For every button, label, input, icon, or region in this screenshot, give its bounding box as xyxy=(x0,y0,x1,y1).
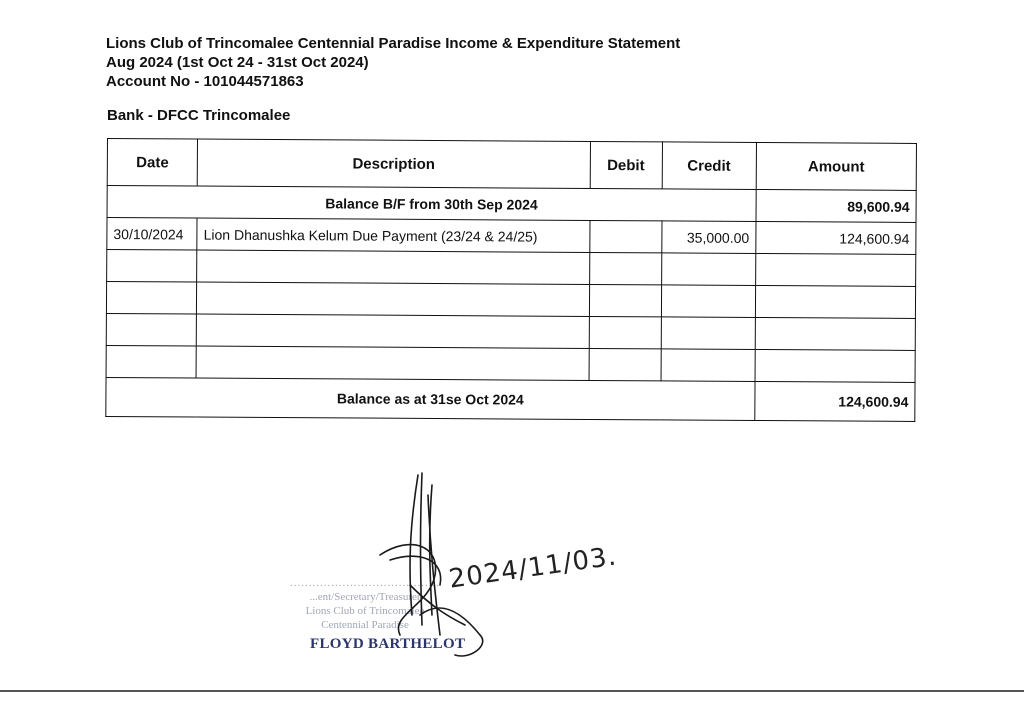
table-header-row xyxy=(107,139,916,191)
row-amount: 124,600.94 xyxy=(756,221,916,254)
header-debit: Debit xyxy=(590,141,662,188)
stamp-club-name: Centennial Paradise xyxy=(321,619,409,631)
statement-period: Aug 2024 (1st Oct 24 - 31st Oct 2024) xyxy=(106,54,369,71)
empty-row xyxy=(106,282,915,319)
empty-row xyxy=(107,250,916,287)
signer-name: FLOYD BARTHELOT xyxy=(310,636,466,652)
header-credit: Credit xyxy=(662,142,757,190)
opening-balance-label: Balance B/F from 30th Sep 2024 xyxy=(107,186,756,222)
signature-date: 2024/11/03. xyxy=(447,541,619,595)
stamp-role: ...ent/Secretary/Treasurer xyxy=(309,591,421,603)
row-date: 30/10/2024 xyxy=(107,218,197,251)
header-description: Description xyxy=(197,139,590,188)
empty-row xyxy=(106,313,915,350)
stamp-club: Lions Club of Trincomalee xyxy=(305,605,425,617)
header-amount: Amount xyxy=(756,142,916,190)
closing-balance-amount: 124,600.94 xyxy=(755,381,915,421)
row-description: Lion Dhanushka Kelum Due Payment (23/24 & 24/25) xyxy=(197,218,590,252)
page-edge-line xyxy=(0,690,1024,692)
row-credit: 35,000.00 xyxy=(661,221,755,254)
stamp-dotted-line: ........................................ xyxy=(290,577,440,589)
statement-header xyxy=(106,34,680,91)
account-number: Account No - 101044571863 xyxy=(106,73,304,90)
opening-balance-row xyxy=(107,186,916,223)
closing-balance-label: Balance as at 31se Oct 2024 xyxy=(106,377,755,420)
ledger-table xyxy=(105,138,917,422)
empty-row xyxy=(106,345,915,382)
row-debit xyxy=(589,220,661,252)
closing-balance-row xyxy=(106,377,915,421)
header-date: Date xyxy=(107,139,198,187)
opening-balance-amount: 89,600.94 xyxy=(756,189,916,222)
bank-name: Bank - DFCC Trincomalee xyxy=(107,107,291,124)
statement-title: Lions Club of Trincomalee Centennial Paradise Income & Expenditure Statement xyxy=(106,35,681,52)
table-row xyxy=(107,218,916,255)
